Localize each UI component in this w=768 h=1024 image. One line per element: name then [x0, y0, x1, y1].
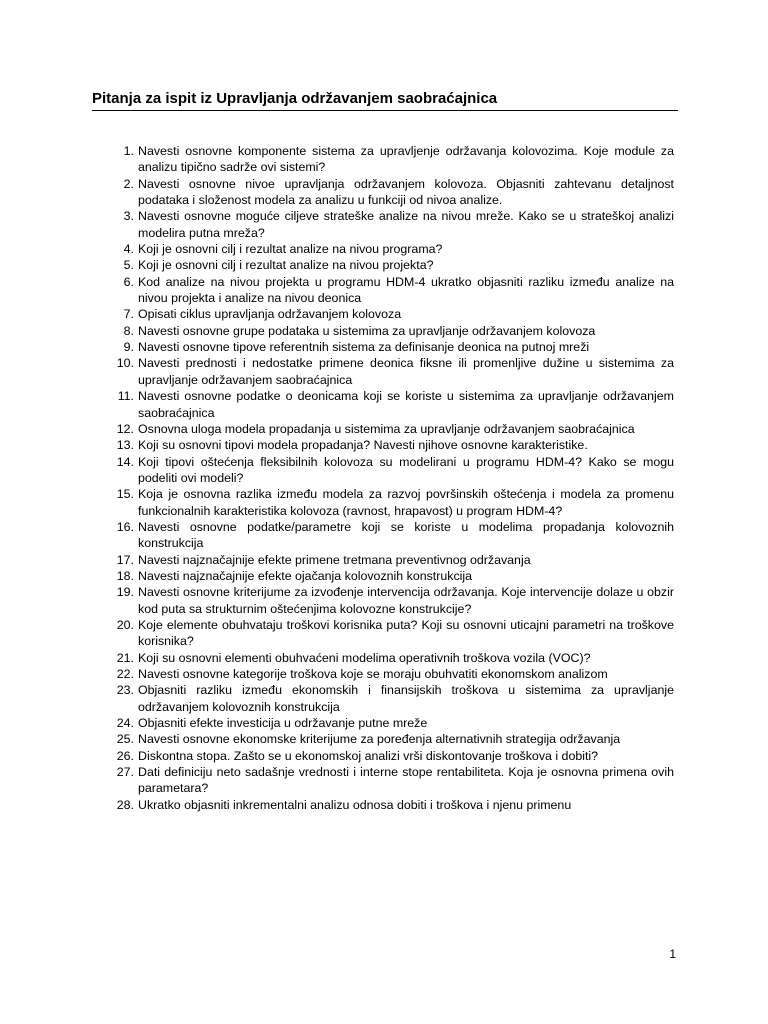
question-number: 24.	[116, 716, 134, 731]
question-text: Navesti osnovne podatke o deonicama koji se koriste u sistemima za upravljanje održavanjem saobraćajnica	[138, 389, 674, 420]
question-number: 20.	[116, 617, 134, 632]
question-text: Objasniti razliku između ekonomskih i finansijskih troškova u sistemima za upravljanje održavanjem kolovoznih konstrukcija	[138, 683, 674, 714]
question-item	[104, 421, 674, 437]
question-item	[104, 666, 674, 682]
question-number: 22.	[116, 667, 134, 681]
question-text: Koje elemente obuhvataju troškovi korisnika puta? Koji su osnovni uticajni parametri na troškove korisnika?	[138, 617, 674, 649]
question-number: 28.	[116, 797, 134, 812]
question-number: 18.	[116, 568, 134, 583]
question-text: Osnovna uloga modela propadanja u sistemima za upravljanje održavanjem saobraćajnica	[138, 421, 635, 436]
question-text: Navesti osnovne moguće ciljeve strateške analize na nivou mreže. Kako se u strateškoj analizi modelira putna mreža?	[138, 209, 674, 240]
question-text: Navesti prednosti i nedostatke primene deonica fiksne ili promenljive dužine u sistemima za upravljanje održavanjem saobraćajnica	[138, 356, 674, 387]
question-number: 12.	[116, 421, 134, 436]
question-item	[104, 568, 674, 584]
question-text: Ukratko objasniti inkrementalni analizu odnosa dobiti i troškova i njenu primenu	[138, 797, 572, 812]
question-text: Koji su osnovni tipovi modela propadanja? Navesti njihove osnovne karakteristike.	[138, 438, 588, 453]
question-item	[104, 650, 674, 666]
question-number: 25.	[116, 732, 134, 747]
question-item	[104, 682, 674, 715]
question-item	[104, 486, 674, 519]
question-item	[104, 552, 674, 568]
question-item	[104, 764, 674, 797]
page-number: 1	[669, 947, 676, 961]
question-text: Navesti osnovne tipove referentnih sistema za definisanje deonica na putnoj mreži	[138, 340, 590, 355]
question-number: 5.	[123, 258, 134, 273]
question-text: Navesti osnovne komponente sistema za upravljenje održavanja kolovozima. Koje module za analizu tipično sadrže ovi sistemi?	[138, 144, 674, 175]
question-text: Navesti osnovne grupe podataka u sistemima za upravljanje održavanjem kolovoza	[138, 323, 596, 338]
question-number: 27.	[116, 765, 134, 780]
question-item	[104, 306, 674, 322]
question-number: 14.	[116, 454, 134, 469]
question-number: 3.	[123, 209, 134, 224]
question-item	[104, 241, 674, 257]
question-item	[104, 748, 674, 764]
question-item	[104, 388, 674, 421]
question-text: Diskontna stopa. Zašto se u ekonomskoj analizi vrši diskontovanje troškova i dobiti?	[138, 748, 599, 763]
question-item	[104, 715, 674, 731]
question-text: Koji je osnovni cilj i rezultat analize na nivou programa?	[138, 242, 443, 257]
question-text: Koja je osnovna razlika između modela za razvoj površinskih oštećenja i modela za promenu funkcionalnih karakteristika kolovoza (ravnost, hrapavost) u program HDM-4?	[138, 487, 674, 518]
question-item	[104, 339, 674, 355]
question-number: 11.	[117, 389, 134, 404]
question-number: 8.	[123, 323, 134, 338]
page-title: Pitanja za ispit iz Upravljanja održavanjem saobraćajnica	[92, 89, 678, 111]
question-text: Navesti najznačajnije efekte primene tretmana preventivnog održavanja	[138, 552, 531, 567]
question-text: Navesti osnovne kriterijume za izvođenje intervencija održavanja. Koje intervencije dolaze u obzir kod puta sa strukturnim oštećenjima kolovozne konstrukcije?	[138, 585, 674, 616]
question-number: 15.	[116, 487, 134, 502]
question-number: 23.	[116, 683, 134, 698]
question-number: 26.	[116, 748, 134, 763]
question-number: 1.	[123, 144, 134, 158]
question-text: Koji su osnovni elementi obuhvaćeni modelima operativnih troškova vozila (VOC)?	[138, 650, 591, 665]
question-item	[104, 454, 674, 487]
question-item	[104, 797, 674, 813]
question-text: Navesti osnovne nivoe upravljanja održavanjem kolovoza. Objasniti zahtevanu detaljnost podataka i složenost modela za analizu u funkciji od nivoa analize.	[138, 176, 674, 208]
question-text: Navesti osnovne ekonomske kriterijume za poređenja alternativnih strategija održavanja	[138, 732, 621, 747]
question-item	[104, 208, 674, 241]
question-item	[104, 257, 674, 273]
question-number: 16.	[116, 519, 134, 534]
question-number: 9.	[123, 340, 134, 355]
question-text: Kod analize na nivou projekta u programu HDM-4 ukratko objasniti razliku između analize na nivou projekta i analize na nivou deonica	[138, 274, 674, 306]
question-item	[104, 519, 674, 552]
question-text: Navesti osnovne podatke/parametre koji se koriste u modelima propadanja kolovoznih konstrukcija	[138, 519, 674, 551]
question-number: 6.	[123, 274, 134, 289]
question-number: 4.	[123, 242, 134, 257]
question-number: 21.	[116, 650, 134, 665]
question-text: Dati definiciju neto sadašnje vrednosti i interne stope rentabiliteta. Koja je osnovna primena ovih parametara?	[138, 765, 674, 796]
question-text: Koji tipovi oštećenja fleksibilnih kolovoza su modelirani u programu HDM-4? Kako se mogu podeliti ovi modeli?	[138, 454, 674, 485]
question-item	[104, 584, 674, 617]
question-number: 7.	[123, 307, 134, 322]
question-item	[104, 437, 674, 453]
question-number: 17.	[116, 552, 134, 567]
question-number: 19.	[116, 585, 134, 600]
question-text: Navesti najznačajnije efekte ojačanja kolovoznih konstrukcija	[138, 568, 473, 583]
question-item	[104, 731, 674, 747]
question-number: 13.	[116, 438, 134, 453]
question-item	[104, 617, 674, 650]
question-item	[104, 274, 674, 307]
question-text: Koji je osnovni cilj i rezultat analize na nivou projekta?	[138, 258, 434, 273]
question-item	[104, 323, 674, 339]
question-text: Opisati ciklus upravljanja održavanjem kolovoza	[138, 307, 402, 322]
question-number: 10.	[116, 356, 134, 371]
question-text: Navesti osnovne kategorije troškova koje se moraju obuhvatiti ekonomskom analizom	[138, 667, 608, 681]
question-list	[104, 143, 674, 813]
question-item	[104, 143, 674, 176]
question-number: 2.	[123, 176, 134, 191]
question-text: Objasniti efekte investicija u održavanje putne mreže	[138, 716, 428, 731]
question-item	[104, 176, 674, 209]
question-item	[104, 355, 674, 388]
